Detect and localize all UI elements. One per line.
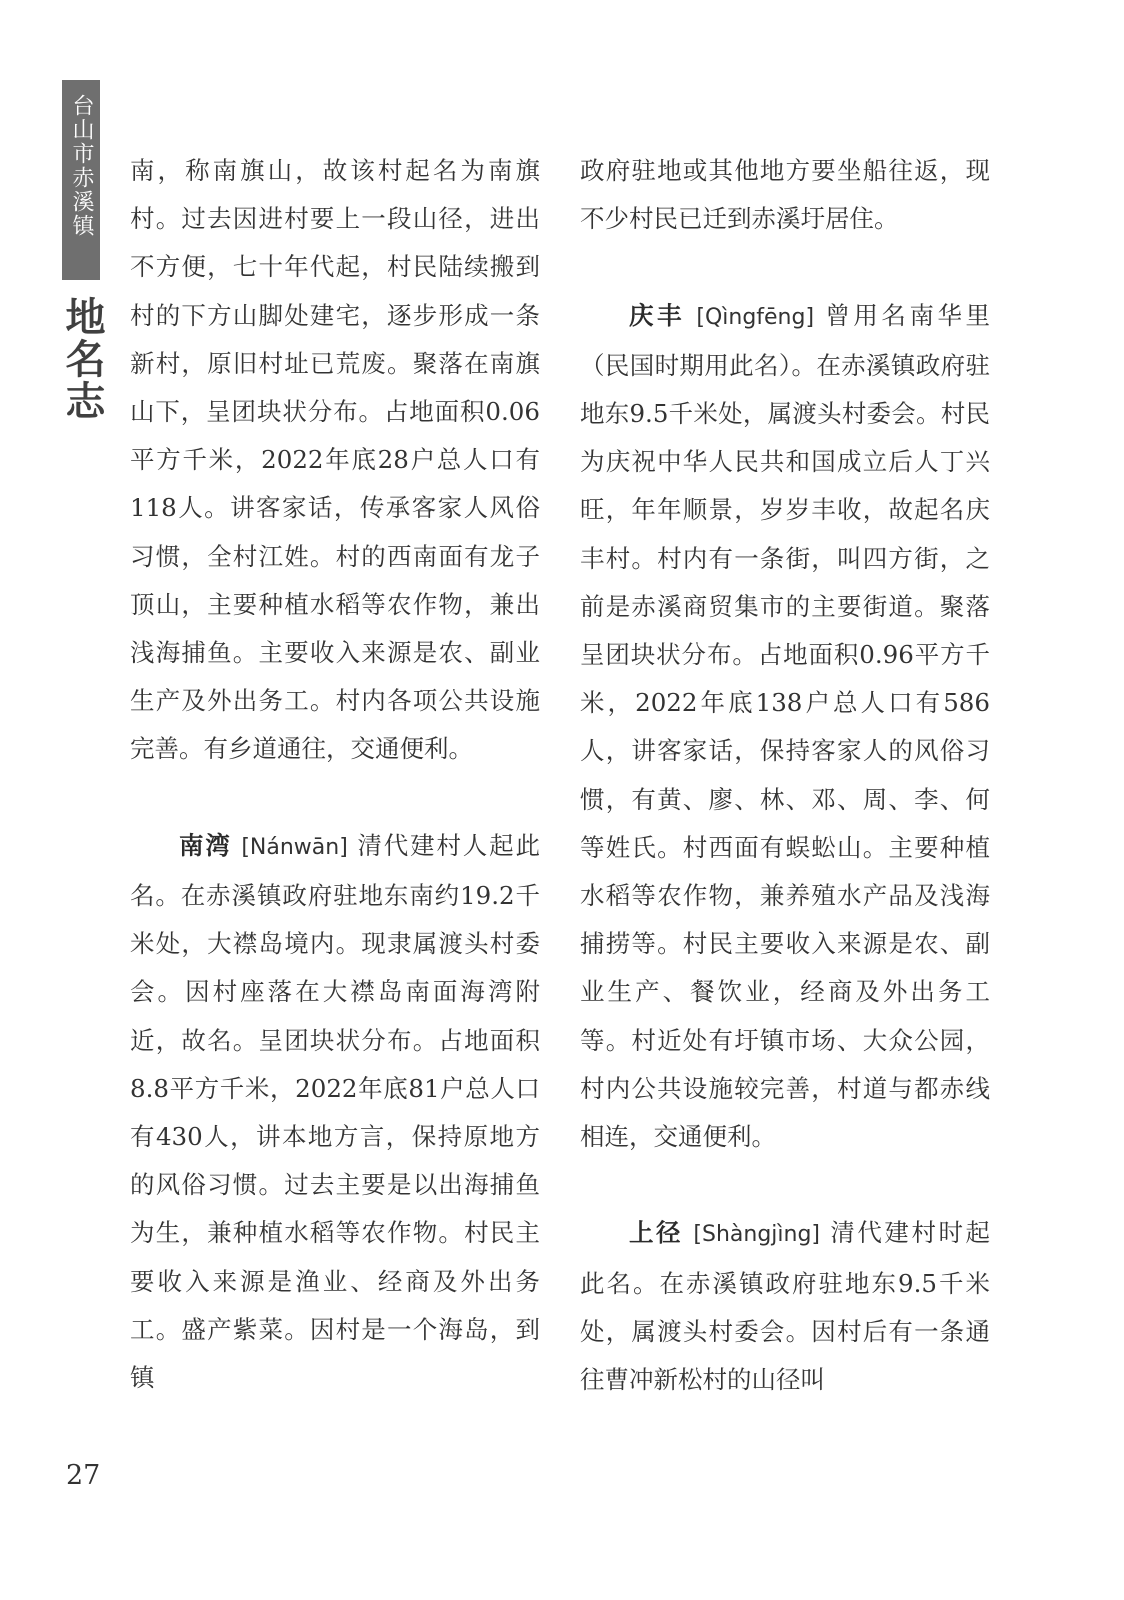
entry-pinyin: [Nánwān]: [241, 834, 348, 860]
entry-body: 清代建村时起此名。在赤溪镇政府驻地东9.5千米处，属渡头村委会。因村后有一条通往曹冲新松村的山径叫: [580, 1218, 991, 1395]
continued-paragraph: 南，称南旗山，故该村起名为南旗村。过去因进村要上一段山径，进出不方便，七十年代起，村民陆续搬到村的下方山脚处建宅，逐步形成一条新村，原旧村址已荒废。聚落在南旗山下，呈团块状分布。占地面积0.06平方千米，2022年底28户总人口有118人。讲客家话，传承客家人风俗习惯，全村江姓。村的西南面有龙子顶山，主要种植水稻等农作物，兼出浅海捕鱼。主要收入来源是农、副业生产及外出务工。村内各项公共设施完善。有乡道通往，交通便利。: [130, 156, 540, 764]
entry-name: 庆丰: [629, 300, 686, 330]
entry-shangjing: [580, 1209, 990, 1404]
page-number: 27: [66, 1460, 101, 1491]
paragraph-gap: [130, 774, 540, 822]
entry-pinyin: [Qìngfēng]: [696, 304, 815, 330]
book-title-mark: 地名志: [59, 296, 105, 422]
left-column: [130, 147, 540, 1402]
right-column: [580, 147, 990, 1404]
entry-qingfeng: [580, 292, 990, 1162]
paragraph-gap: [580, 243, 990, 291]
chapter-tab-label: 台山市赤溪镇: [69, 94, 94, 238]
entry-name: 南湾: [179, 830, 232, 860]
chapter-tab: [62, 80, 100, 280]
entry-name: 上径: [629, 1218, 684, 1248]
entry-body: 清代建村人起此名。在赤溪镇政府驻地东南约19.2千米处，大襟岛境内。现隶属渡头村委会。因村座落在大襟岛南面海湾附近，故名。呈团块状分布。占地面积8.8平方千米，2022年底81户总人口有430人，讲本地方言，保持原地方的风俗习惯。过去主要是以出海捕鱼为生，兼种植水稻等农作物。村民主要收入来源是渔业、经商及外出务工。盛产紫菜。因村是一个海岛，到镇: [130, 830, 540, 1393]
entry-pinyin: [Shàngjìng]: [693, 1222, 821, 1248]
entry-body: 曾用名南华里（民国时期用此名）。在赤溪镇政府驻地东9.5千米处，属渡头村委会。村民为庆祝中华人民共和国成立后人丁兴旺，年年顺景，岁岁丰收，故起名庆丰村。村内有一条街，叫四方街，之前是赤溪商贸集市的主要街道。聚落呈团块状分布。占地面积0.96平方千米，2022年底138户总人口有586人，讲客家话，保持客家人的风俗习惯，有黄、廖、林、邓、周、李、何等姓氏。村西面有蜈蚣山。主要种植水稻等农作物，兼养殖水产品及浅海捕捞等。村民主要收入来源是农、副业生产、餐饮业，经商及外出务工等。村近处有圩镇市场、大众公园，村内公共设施较完善，村道与都赤线相连，交通便利。: [580, 300, 990, 1152]
continued-paragraph: 政府驻地或其他地方要坐船往返，现不少村民已迁到赤溪圩居住。: [580, 156, 990, 234]
paragraph-gap: [580, 1161, 990, 1209]
entry-nanwan: [130, 822, 540, 1402]
